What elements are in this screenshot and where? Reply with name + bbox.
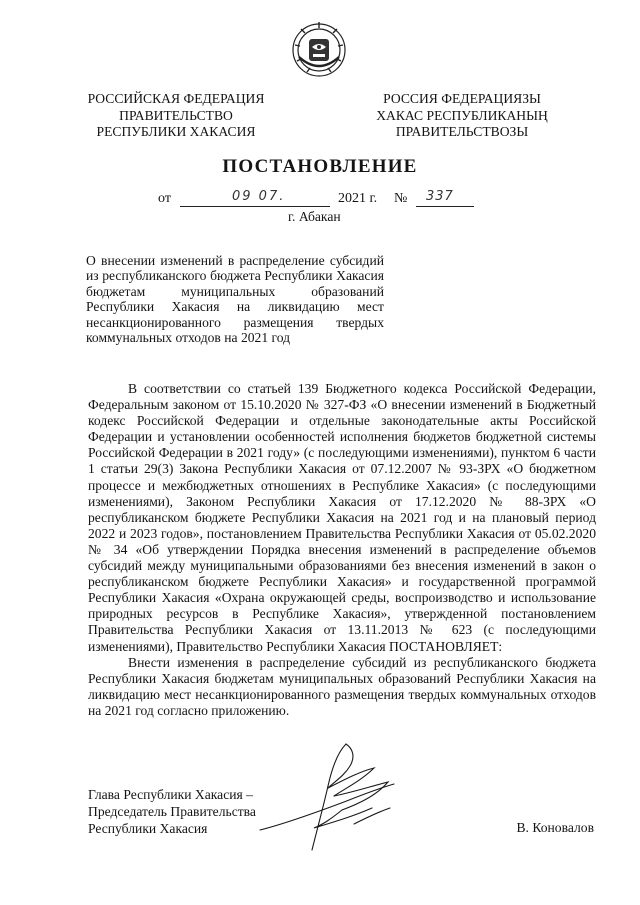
coat-of-arms-icon bbox=[289, 19, 349, 79]
number-underline bbox=[416, 206, 474, 207]
date-underline bbox=[180, 206, 330, 207]
number-sign: № bbox=[394, 191, 408, 206]
handwritten-date: 09 07. bbox=[232, 189, 286, 204]
handwritten-number: 337 bbox=[426, 189, 454, 204]
date-number-line bbox=[158, 191, 488, 211]
header-left-block: РОССИЙСКАЯ ФЕДЕРАЦИЯ ПРАВИТЕЛЬСТВО РЕСПУБЛИКИ ХАКАСИЯ bbox=[87, 91, 265, 139]
date-year: 2021 г. bbox=[338, 191, 378, 206]
signatory-position: Глава Республики Хакасия – Председатель Правительства Республики Хакасия bbox=[88, 787, 256, 836]
document-body bbox=[88, 381, 596, 719]
signatory-name: В. Коновалов bbox=[516, 820, 594, 835]
city-label: г. Абакан bbox=[288, 209, 341, 224]
header-right-block: РОССИЯ ФЕДЕРАЦИЯЗЫ ХАКАС РЕСПУБЛИКАНЫҢ ПРАВИТЕЛЬСТВОЗЫ bbox=[376, 91, 548, 139]
body-paragraph-2: Внести изменения в распределение субсидий из республиканского бюджета Республики Хакасия бюджетам муниципальных образований Республики Хакасия на ликвидацию мест несанкционированного размещения твердых коммунальных отходов на 2021 год согласно приложению. bbox=[88, 654, 596, 718]
handwritten-signature-icon bbox=[254, 738, 404, 858]
body-paragraph-1: В соответствии со статьей 139 Бюджетного кодекса Российской Федерации, Федеральным законом от 15.10.2020 № 327-ФЗ «О внесении изменений в Бюджетный кодекс Российской Федерации и отдельные законодательные акты Российской Федерации и установлении особенностей исполнения бюджетов бюджетной системы Российской Федерации в 2021 году» (с последующими изменениями), пунктом 6 части 1 статьи 29(3) Закона Республики Хакасия от 07.12.2007 № 93-ЗРХ «О бюджетном процессе и межбюджетных отношениях в Республике Хакасия» (с последующими изменениями), Законом Республики Хакасия от 17.12.2020 № 88-ЗРХ «О республиканском бюджете Республики Хакасия на 2021 год и на плановый период 2022 и 2023 годов», постановлением Правительства Республики Хакасия от 05.02.2020 № 34 «Об утверждении Порядка внесения изменений в распределение объемов субсидий между муниципальными образованиями без внесения изменений в закон о республиканском бюджете Республики Хакасия» и государственной программой Республики Хакасия «Охрана окружающей среды, воспроизводство и использование природных ресурсов в Республике Хакасия», утвержденной постановлением Правительства Республики Хакасия от 13.11.2013 № 623 (с последующими изменениями), Правительство Республики Хакасия ПОСТАНОВЛЯЕТ: bbox=[88, 381, 596, 654]
document-title: ПОСТАНОВЛЕНИЕ bbox=[222, 156, 418, 177]
document-subject: О внесении изменений в распределение субсидий из республиканского бюджета Республики Хакасия бюджетам муниципальных образований Республики Хакасия на ликвидацию мест несанкционированного размещения твердых коммунальных отходов на 2021 год bbox=[86, 253, 384, 346]
date-from-label: от bbox=[158, 191, 171, 206]
